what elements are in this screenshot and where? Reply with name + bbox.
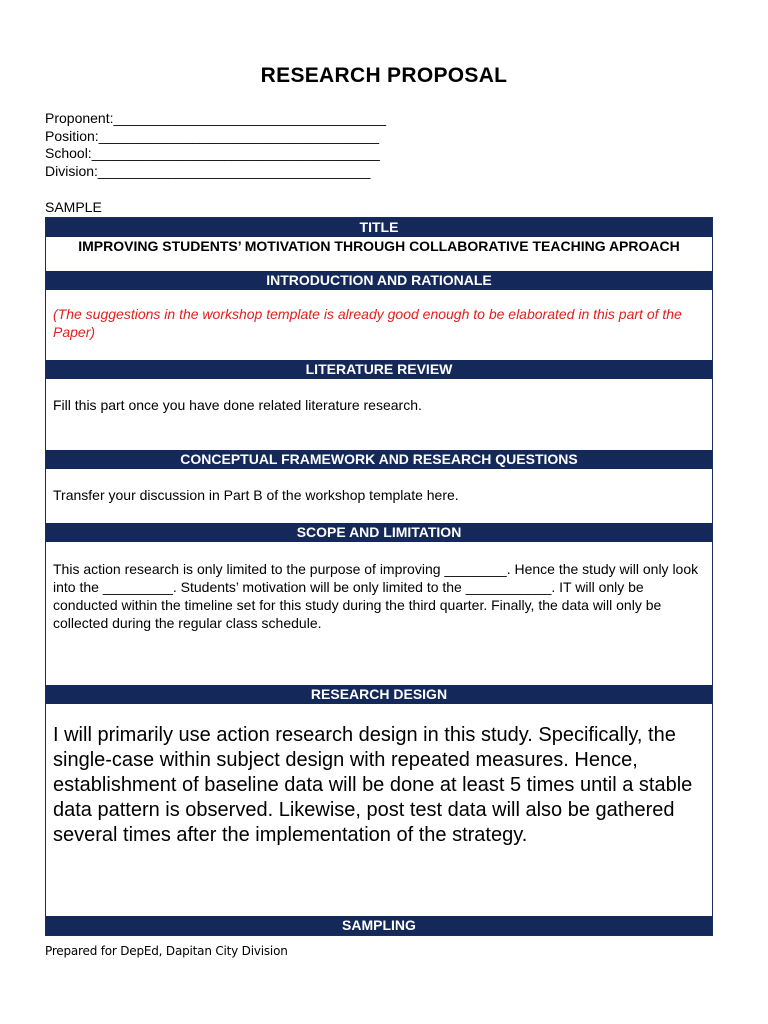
proponent-blank: ___________________________________ <box>113 110 387 126</box>
conceptual-section-header: CONCEPTUAL FRAMEWORK AND RESEARCH QUESTIONS <box>46 450 712 469</box>
title-section-body: IMPROVING STUDENTS’ MOTIVATION THROUGH COLLABORATIVE TEACHING APROACH <box>46 237 712 271</box>
proposal-form-table <box>45 217 713 936</box>
school-field <box>45 145 386 163</box>
introduction-section-header: INTRODUCTION AND RATIONALE <box>46 271 712 290</box>
design-section-body: I will primarily use action research design in this study. Specifically, the single-case within subject design with repeated measures. Hence, establishment of baseline data will be done at least 5 times until a stable data pattern is observed. Likewise, post test data will also be gathered several times after the implementation of the strategy. <box>46 704 712 916</box>
footer-note: Prepared for DepEd, Dapitan City Division <box>45 944 288 958</box>
sampling-section-header: SAMPLING <box>46 916 712 935</box>
position-label: Position: <box>45 127 99 144</box>
document-title: RESEARCH PROPOSAL <box>260 64 508 87</box>
design-section-header: RESEARCH DESIGN <box>46 685 712 704</box>
introduction-section-body: (The suggestions in the workshop template is already good enough to be elaborated in this part of the Paper) <box>46 290 712 360</box>
position-field <box>45 128 386 146</box>
literature-section-body: Fill this part once you have done related literature research. <box>46 379 712 450</box>
division-field <box>45 163 386 181</box>
literature-section-header: LITERATURE REVIEW <box>46 360 712 379</box>
scope-section-body: This action research is only limited to the purpose of improving ________. Hence the study will only look into the _________. Students’ motivation will be only limited to the ___________. IT will only be conducted within the timeline set for this study during the third quarter. Finally, the data will only be collected during the regular class schedule. <box>46 542 712 685</box>
title-section-header: TITLE <box>46 218 712 237</box>
school-label: School: <box>45 145 92 161</box>
conceptual-section-body: Transfer your discussion in Part B of the workshop template here. <box>46 469 712 523</box>
school-blank: _____________________________________ <box>91 145 380 161</box>
division-label: Division: <box>45 162 98 179</box>
proponent-label: Proponent: <box>45 110 114 126</box>
proponent-field <box>45 110 386 128</box>
division-blank: ___________________________________ <box>97 162 371 179</box>
position-blank: ____________________________________ <box>98 127 380 144</box>
proponent-info-fields <box>45 110 386 180</box>
scope-section-header: SCOPE AND LIMITATION <box>46 523 712 542</box>
sample-label: SAMPLE <box>45 199 102 215</box>
